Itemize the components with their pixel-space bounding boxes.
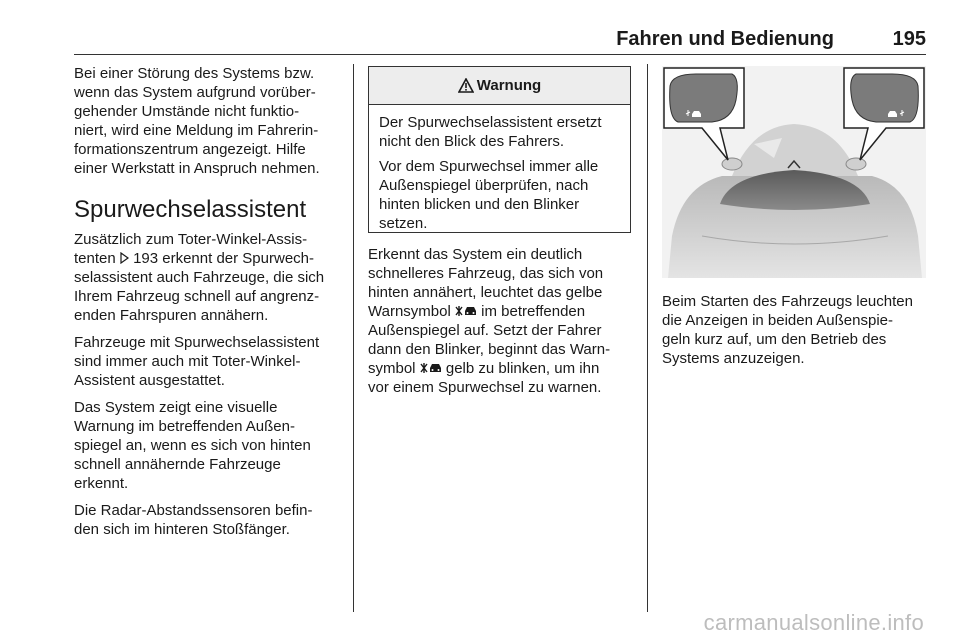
column-divider-1 (353, 64, 354, 612)
page-reference-link[interactable]: 193 erkennt der Spurwech- (133, 250, 314, 267)
chapter-title: Fahren und Bedienung (616, 28, 834, 50)
paragraph-fault: Bei einer Störung des Systems bzw. wenn das System aufgrund vorüber- gehender Umstände nicht funktio- niert, wird eine Meldung im Fahrerin- formationszentrum angezeigt. Hilfe einer Werkstatt in Anspruch nehmen. (74, 65, 320, 177)
paragraph-intro: Zusätzlich zum Toter-Winkel-Assis- tenten 193 erkennt der Spurwech- selassistent auch Fahrzeuge, die sich Ihrem Fahrzeug schnell auf angrenz- enden Fahrspuren annähern. (74, 231, 325, 324)
warning-header (369, 67, 630, 105)
lane-change-warning-icon (420, 362, 442, 374)
page-number: 195 (892, 28, 926, 50)
warning-title: Warnung (476, 77, 542, 94)
warning-triangle-icon (458, 78, 474, 93)
section-heading: Spurwechselassistent (74, 196, 307, 223)
lane-change-warning-icon (455, 305, 477, 317)
paragraph-equipment: Fahrzeuge mit Spurwechselassistent sind immer auch mit Toter-Winkel- Assistent ausgestattet. (74, 334, 320, 389)
column-right (662, 292, 926, 376)
page-reference-icon (120, 252, 129, 264)
warning-box (368, 66, 631, 233)
column-left (74, 64, 342, 547)
watermark: carmanualsonline.info (703, 610, 924, 635)
column-divider-2 (647, 64, 648, 612)
paragraph-system-detect: Erkennt das System ein deutlich schnelleres Fahrzeug, das sich von hinten annähert, leuchtet das gelbe Warnsymbol im betreffenden Außenspiegel auf. Setzt der Fahrer dann den Blinker, beginnt das Warn- symbol gelb zu blinken, um ihn vor einem Spurwechsel zu warnen. (368, 246, 611, 396)
car-mirror-illustration (662, 66, 926, 278)
page-header (74, 28, 926, 54)
paragraph-visual-warning: Das System zeigt eine visuelle Warnung im betreffenden Außen- spiegel an, wenn es sich von hinten schnell annähernde Fahrzeuge erkennt. (74, 399, 311, 492)
header-rule (74, 54, 926, 55)
paragraph-sensors: Die Radar-Abstandssensoren befin- den sich im hinteren Stoßfänger. (74, 502, 313, 538)
warning-body: Der Spurwechselassistent ersetzt nicht den Blick des Fahrers. Vor dem Spurwechsel immer alle Außenspiegel überprüfen, nach hinten blicken und den Blinker setzen. (379, 114, 602, 232)
column-middle (368, 245, 632, 405)
paragraph-startup: Beim Starten des Fahrzeugs leuchten die Anzeigen in beiden Außenspie- geln kurz auf, um den Betrieb des Systems anzuzeigen. (662, 293, 913, 367)
